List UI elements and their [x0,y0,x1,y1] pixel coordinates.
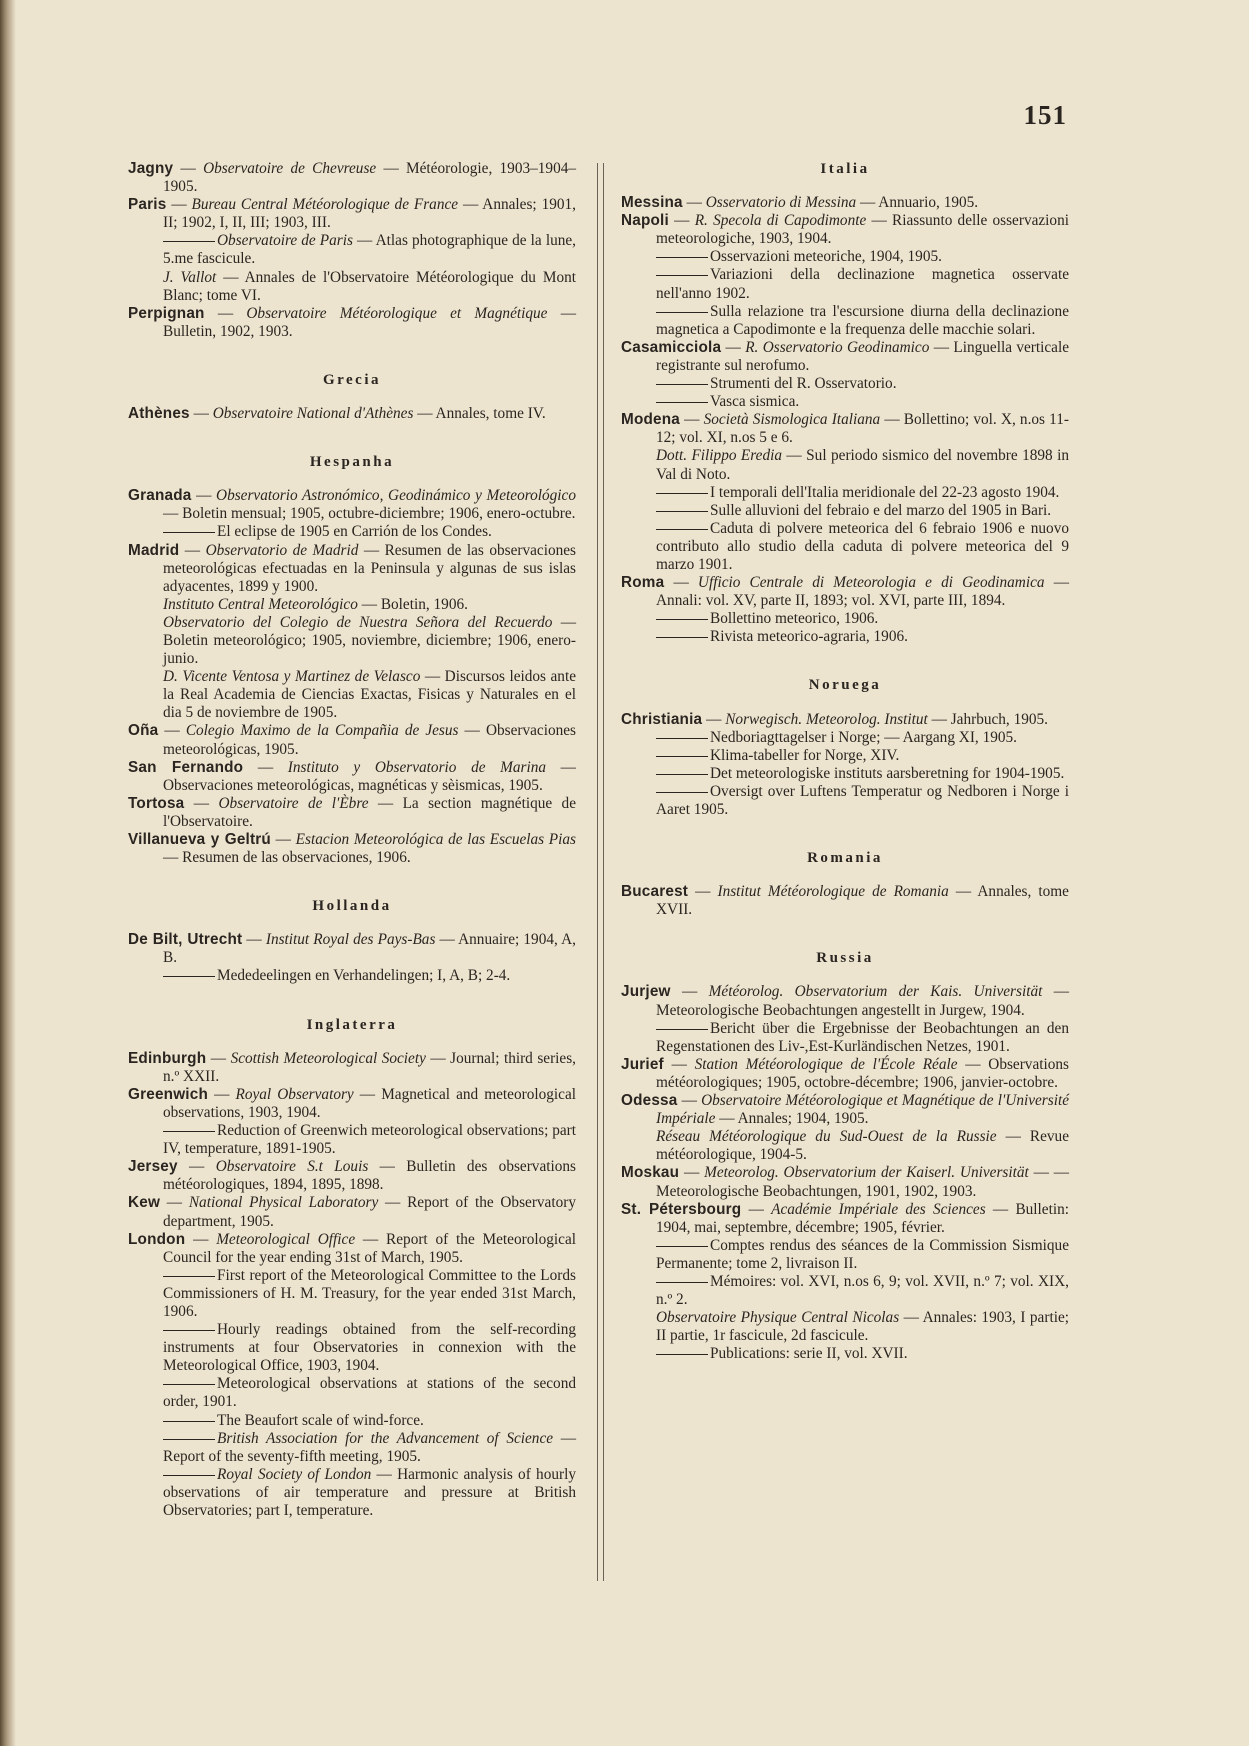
ditto-dash [656,756,708,757]
continuation-entry [621,1020,1069,1056]
institution-name: Observatoire S.t Louis [215,1158,369,1176]
publication-text: Revue météorologique, 1904-5. [656,1128,1069,1164]
place-name: Odessa [621,1092,678,1110]
publication-text: Météorologie, 1903–1904–1905. [163,160,577,196]
institution-name: Scottish Meteorological Society [230,1049,426,1067]
spacer [128,423,576,453]
institution-name: Dott. Filippo Eredia [656,447,782,465]
institution-name: R. Osservatorio Geodinamico [745,338,930,356]
column-divider [597,163,604,1581]
ditto-dash [163,1131,215,1132]
institution-name: Observatoire de l'Èbre [218,794,369,812]
institution-name: Ufficio Centrale di Meteorologia e di Geodinamica [697,574,1045,592]
continuation-entry [621,393,1069,411]
spacer [128,389,576,405]
ditto-dash [163,1330,215,1331]
publication-text: El eclipse de 1905 en Carrión de los Condes. [217,523,492,541]
country-heading: Romania [807,850,883,867]
place-name: Tortosa [128,794,185,812]
continuation-entry [621,502,1069,520]
continuation-entry [621,303,1069,339]
bibliography-entry: Perpignan — Observatoire Météorologique et Magnétique — Bulletin, 1902, 1903. [128,304,576,340]
continuation-entry [621,375,1069,393]
institution-name: Observatoire de Paris [217,232,353,250]
publication-text: Hourly readings obtained from the self-recording instruments at four Observatories in connexion with the Meteorological Office, 1903, 1904. [163,1321,576,1375]
spacer [621,919,1069,949]
bibliography-entry: Granada — Observatorio Astronómico, Geodinámico y Meteorológico — Boletin mensual; 1905, octubre-diciembre; 1906, enero-octubre. [128,487,576,523]
publication-text: Bulletin, 1902, 1903. [163,322,293,340]
institution-name: Observatoire de Chevreuse [203,160,377,177]
spacer [621,867,1069,883]
publication-text: Bollettino; vol. X, n.os 11-12; vol. XI, n.os 5 e 6. [656,411,1069,447]
publication-text: Jahrbuch, 1905. [950,710,1048,728]
publication-text: Resumen de las observaciones, 1906. [182,849,411,867]
ditto-dash [656,1246,708,1247]
publication-text: Reduction of Greenwich meteorological observations; part IV, temperature, 1891-1905. [163,1122,576,1158]
continuation-entry: Observatoire de Paris — Atlas photographique de la lune, 5.me fascicule. [163,232,576,268]
publication-text: Bollettino meteorico, 1906. [710,610,879,628]
country-heading: Inglaterra [306,1016,398,1033]
publication-text: Bericht über die Ergebnisse der Beobachtungen an den Regenstationen des Liv-,Est-Kurländischen Netzes, 1901. [656,1019,1069,1055]
continuation-entry [621,266,1069,302]
spacer [621,967,1069,983]
institution-name: Observatorio Astronómico, Geodinámico y Meteorológico [216,487,576,505]
continuation-entry: British Association for the Advancement of Science — Report of the seventy-fifth meeting, 1905. [163,1429,576,1465]
ditto-dash [656,493,708,494]
continuation-entry [621,484,1069,502]
ditto-dash [163,1439,215,1440]
institution-name: Royal Observatory [235,1085,354,1103]
ditto-dash [656,384,708,385]
publication-text: Annuario, 1905. [878,194,979,212]
publication-text: Observations météorologiques; 1905, octobre-décembre; 1906, janvier-octobre. [656,1055,1069,1091]
sub-entry: Observatorio del Colegio de Nuestra Señora del Recuerdo — Boletin meteorológico; 1905, noviembre, diciembre; 1906, enero-junio. [163,613,576,668]
publication-text: Resumen de las observaciones meteorológicas efectuadas en la Peninsula y algunas de sus islas adyacentes, 1899 y 1900. [163,541,576,595]
publication-text: Caduta di polvere meteorica del 6 febraio 1906 e nuovo contributo allo studio della caduta di polvere meteorica del 9 marzo 1901. [656,519,1069,573]
place-name: Greenwich [128,1085,209,1103]
bibliography-entry: Casamicciola — R. Osservatorio Geodinamico — Linguella verticale registrante sul nerofumo. [621,338,1069,374]
place-name: Perpignan [128,304,205,322]
bibliography-entry: Greenwich — Royal Observatory — Magnetical and meteorological observations, 1903, 1904. [128,1085,576,1121]
bibliography-entry: San Fernando — Instituto y Observatorio de Marina — Observaciones meteorológicas, magnéticas y sèismicas, 1905. [128,758,576,794]
publication-text: First report of the Meteorological Committee to the Lords Commissioners of H. M. Treasury, for the year ended 31st March, 1906. [163,1266,576,1320]
institution-name: Observatoire Physique Central Nicolas [656,1309,900,1327]
continuation-entry [621,747,1069,765]
sub-entry: Instituto Central Meteorológico — Boletin, 1906. [163,595,468,613]
ditto-dash [656,275,708,276]
place-name: Athènes [128,405,190,423]
publication-text: Meteorological observations at stations of the second order, 1901. [163,1375,576,1411]
bibliography-entry: Oña — Colegio Maximo de la Compañia de Jesus — Observaciones meteorológicas, 1905. [128,722,576,758]
bibliography-entry: London — Meteorological Office — Report of the Meteorological Council for the year ending 31st of March, 1905. [128,1230,576,1266]
publication-text: Observaciones meteorológicas, magnéticas y sèismicas, 1905. [163,776,543,794]
institution-name: Bureau Central Météorologique de France [191,196,459,214]
place-name: St. Pétersbourg [621,1200,742,1218]
institution-name: J. Vallot [163,268,217,286]
bibliography-entry: Villanueva y Geltrú — Estacion Meteorológica de las Escuelas Pias — Resumen de las observaciones, 1906. [128,831,576,867]
publication-text: Annales; 1904, 1905. [737,1110,869,1128]
publication-text: Comptes rendus des séances de la Commission Sismique Permanente; tome 2, livraison II. [656,1236,1069,1272]
sub-entry: Dott. Filippo Eredia — Sul periodo sismico del novembre 1898 in Val di Noto. [656,447,1069,483]
bibliography-entry: Roma — Ufficio Centrale di Meteorologia e di Geodinamica — Annali: vol. XV, parte II, 1893; vol. XVI, parte III, 1894. [621,574,1069,610]
publication-text: Publications: serie II, vol. XVII. [710,1345,908,1363]
bibliography-entry: Moskau — Meteorolog. Observatorium der Kaiserl. Universität — — Meteorologische Beobachtungen, 1901, 1902, 1903. [621,1164,1069,1200]
continuation-entry [621,520,1069,574]
publication-text: Report of the seventy-fifth meeting, 1905. [163,1447,421,1465]
institution-name: National Physical Laboratory [188,1194,379,1212]
place-name: Oña [128,722,159,740]
ditto-dash [163,1421,215,1422]
institution-name: Institut Météorologique de Romania [717,883,949,901]
publication-text: Rivista meteorico-agraria, 1906. [710,628,908,646]
continuation-entry [128,523,576,541]
place-name: London [128,1230,186,1248]
publication-text: Annali: vol. XV, parte II, 1893; vol. XVI, parte III, 1894. [656,592,1006,610]
publication-text: Magnetical and meteorological observations, 1903, 1904. [163,1085,576,1121]
publication-text: Riassunto delle osservazioni meteorologiche, 1903, 1904. [656,212,1069,248]
bibliography-entry: Tortosa — Observatoire de l'Èbre — La section magnétique de l'Observatoire. [128,794,576,830]
spacer [621,646,1069,676]
place-name: Roma [621,574,665,592]
bibliography-entry: Jurjew — Météorolog. Observatorium der Kais. Universität — Meteorologische Beobachtungen angestellt in Jurgew, 1904. [621,983,1069,1019]
institution-name: Institut Royal des Pays-Bas [265,931,436,949]
publication-text: Det meteorologiske instituts aarsberetning for 1904-1905. [710,764,1065,782]
institution-name: Norwegisch. Meteorolog. Institut [725,710,928,728]
ditto-dash [656,257,708,258]
continuation-entry [621,1237,1069,1273]
ditto-dash [163,241,215,242]
place-name: Christiania [621,710,703,728]
continuation-entry [128,1267,576,1321]
place-name: Granada [128,487,192,505]
continuation-entry [128,1122,576,1158]
place-name: Jurief [621,1055,664,1073]
publication-text: Observaciones meteorológicas, 1905. [163,722,576,758]
publication-text: Vasca sismica. [710,393,800,411]
continuation-entry [621,628,1069,646]
place-name: Napoli [621,212,669,230]
publication-text: Nedboriagttagelser i Norge; — Aargang XI, 1905. [710,728,1017,746]
publication-text: Annales, tome IV. [435,405,546,423]
institution-name: Meteorolog. Observatorium der Kaiserl. Universität [704,1164,1029,1182]
publication-text: Meteorologische Beobachtungen angestellt in Jurgew, 1904. [656,1001,1025,1019]
continuation-entry [621,765,1069,783]
publication-text: Sulla relazione tra l'escursione diurna della declinazione magnetica a Capodimonte e la frequenza delle macchie solari. [656,302,1069,338]
place-name: Jurjew [621,983,671,1001]
publication-text: Harmonic analysis of hourly observations of air temperature and pressure at British Observatories; part I, temperature. [163,1465,576,1519]
place-name: San Fernando [128,758,244,776]
page-binding-edge [0,0,16,1746]
bibliography-entry: Christiania — Norwegisch. Meteorolog. Institut — Jahrbuch, 1905. [621,710,1048,728]
ditto-dash [163,1384,215,1385]
institution-name: Observatoire National d'Athènes [212,405,414,423]
publication-text: Strumenti del R. Osservatorio. [710,375,897,393]
publication-text: Bulletin: 1904, mai, septembre, décembre; 1905, février. [656,1200,1069,1236]
institution-name: Observatoire Météorologique et Magnétique [246,304,548,322]
publication-text: Linguella verticale registrante sul nerofumo. [656,338,1069,374]
bibliography-entry: Modena — Società Sismologica Italiana — Bollettino; vol. X, n.os 11-12; vol. XI, n.os 5 e 6. [621,411,1069,447]
spacer [621,819,1069,849]
ditto-dash [656,511,708,512]
spacer [128,915,576,931]
bibliography-entry: Messina — Osservatorio di Messina — Annuario, 1905. [621,194,979,212]
institution-name: Réseau Météorologique du Sud-Ouest de la Russie [656,1128,997,1146]
bibliography-entry: Paris — Bureau Central Météorologique de France — Annales; 1901, II; 1902, I, II, III; 1903, III. [128,196,576,232]
spacer [621,178,1069,194]
place-name: Kew [128,1194,161,1212]
country-heading: Hollanda [312,898,392,915]
ditto-dash [656,792,708,793]
institution-name: Osservatorio di Messina [705,194,857,212]
spacer [128,986,576,1016]
page-number: 151 [1023,100,1067,130]
spacer [128,1034,576,1050]
ditto-dash [656,529,708,530]
publication-text: Sul periodo sismico del novembre 1898 in Val di Noto. [656,447,1069,483]
bibliography-entry: Madrid — Observatorio de Madrid — Resumen de las observaciones meteorológicas efectuadas en la Peninsula y algunas de sus islas adyacentes, 1899 y 1900. [128,541,576,595]
publication-text: — Meteorologische Beobachtungen, 1901, 1902, 1903. [656,1164,1069,1200]
publication-text: Boletin mensual; 1905, octubre-diciembre; 1906, enero-octubre. [182,505,576,523]
publication-text: Sulle alluvioni del febraio e del marzo del 1905 in Bari. [710,501,1052,519]
bibliography-entry: Jagny — Observatoire de Chevreuse — Météorologie, 1903–1904–1905. [128,160,577,196]
left-column [128,160,576,1520]
institution-name: Estacion Meteorológica de las Escuelas Pias [295,831,576,848]
institution-name: Observatorio de Madrid [205,541,359,559]
publication-text: Mémoires: vol. XVI, n.os 6, 9; vol. XVII, n.º 7; vol. XIX, n.º 2. [656,1272,1069,1309]
publication-text: Discursos leidos ante la Real Academia de Ciencias Exactas, Fisicas y Naturales en el dia 5 de noviembre de 1905. [163,668,576,722]
place-name: Villanueva y Geltrú [128,831,271,848]
publication-text: The Beaufort scale of wind-force. [217,1411,424,1429]
ditto-dash [656,637,708,638]
continuation-entry [621,729,1069,747]
publication-text: Boletin meteorológico; 1905, noviembre, diciembre; 1906, enero-junio. [163,631,576,668]
ditto-dash [163,532,215,533]
publication-text: Annales: 1903, I partie; II partie, 1r fascicule, 2d fascicule. [656,1309,1069,1345]
country-heading: Noruega [808,677,882,694]
continuation-entry [621,610,1069,628]
institution-name: Observatorio del Colegio de Nuestra Señora del Recuerdo [163,613,553,631]
continuation-entry [621,783,1069,819]
institution-name: Colegio Maximo de la Compañia de Jesus [185,722,459,740]
institution-name: Meteorological Office [216,1230,356,1248]
institution-name: Station Météorologique de l'École Réale [694,1055,958,1073]
place-name: Casamicciola [621,338,722,356]
bibliography-entry: Kew — National Physical Laboratory — Report of the Observatory department, 1905. [128,1194,576,1230]
place-name: Paris [128,196,167,214]
place-name: De Bilt, Utrecht [128,931,243,949]
ditto-dash [163,1475,215,1476]
institution-name: Météorolog. Observatorium der Kais. Universität [708,983,1043,1001]
publication-text: Bulletin des observations météorologiques, 1894, 1895, 1898. [163,1158,576,1194]
continuation-entry [128,1412,576,1430]
place-name: Jersey [128,1158,178,1176]
spacer [128,867,576,897]
continuation-entry [621,1345,1069,1363]
publication-text: Annales; 1901, II; 1902, I, II, III; 1903, III. [163,196,576,232]
sub-entry: D. Vicente Ventosa y Martinez de Velasco — Discursos leidos ante la Real Academia de Ciencias Exactas, Fisicas y Naturales en el dia 5 de noviembre de 1905. [163,668,576,722]
institution-name: D. Vicente Ventosa y Martinez de Velasco [163,668,421,686]
sub-entry: J. Vallot — Annales de l'Observatoire Météorologique du Mont Blanc; tome VI. [163,268,576,304]
institution-name: Instituto Central Meteorológico [163,595,358,613]
ditto-dash [656,1354,708,1355]
publication-text: Annuaire; 1904, A, B. [163,931,576,967]
institution-name: Observatoire Météorologique et Magnétique de l'Université Impériale [656,1092,1069,1128]
publication-text: Boletin, 1906. [380,595,468,613]
place-name: Bucarest [621,883,689,901]
country-heading: Hespanha [309,454,395,471]
publication-text: Oversigt over Luftens Temperatur og Nedboren i Norge i Aaret 1905. [656,782,1069,818]
continuation-entry [621,248,1069,266]
country-heading: Grecia [322,371,382,388]
publication-text: Journal; third series, n.º XXII. [163,1049,576,1085]
place-name: Madrid [128,541,180,559]
place-name: Messina [621,194,683,212]
publication-text: Atlas photographique de la lune, 5.me fascicule. [163,232,576,268]
publication-text: Annales de l'Observatoire Météorologique du Mont Blanc; tome VI. [163,268,576,304]
ditto-dash [656,774,708,775]
right-column [621,160,1069,1363]
ditto-dash [656,312,708,313]
bibliography-entry: Napoli — R. Specola di Capodimonte — Riassunto delle osservazioni meteorologiche, 1903, 1904. [621,212,1069,248]
spacer [128,471,576,487]
bibliography-entry: Athènes — Observatoire National d'Athènes — Annales, tome IV. [128,405,546,423]
publication-text: I temporali dell'Italia meridionale del 22-23 agosto 1904. [710,483,1060,501]
place-name: Jagny [128,160,174,177]
institution-name: Società Sismologica Italiana [703,411,881,429]
publication-text: Variazioni della declinazione magnetica osservate nell'anno 1902. [656,266,1069,302]
bibliography-entry: Odessa — Observatoire Météorologique et Magnétique de l'Université Impériale — Annales; 1904, 1905. [621,1092,1069,1128]
bibliography-entry: De Bilt, Utrecht — Institut Royal des Pays-Bas — Annuaire; 1904, A, B. [128,931,576,967]
institution-name: Académie Impériale des Sciences [771,1200,986,1218]
publication-text: Mededeelingen en Verhandelingen; I, A, B; 2-4. [217,967,511,985]
institution-name: Royal Society of London [217,1465,372,1483]
ditto-dash [656,619,708,620]
publication-text: Annales, tome XVII. [656,883,1069,919]
ditto-dash [163,1276,215,1277]
publication-text: La section magnétique de l'Observatoire. [163,794,576,830]
continuation-entry [128,967,576,985]
bibliography-entry: St. Pétersbourg — Académie Impériale des Sciences — Bulletin: 1904, mai, septembre, décembre; 1905, février. [621,1200,1069,1236]
spacer [621,695,1069,711]
continuation-entry [128,1321,576,1375]
continuation-entry: Royal Society of London — Harmonic analysis of hourly observations of air temperature and pressure at British Observatories; part I, temperature. [163,1465,576,1519]
ditto-dash [163,976,215,977]
bibliography-entry: Bucarest — Institut Météorologique de Romania — Annales, tome XVII. [621,883,1069,919]
sub-entry: Réseau Météorologique du Sud-Ouest de la Russie — Revue météorologique, 1904-5. [656,1128,1069,1164]
spacer [128,341,576,371]
bibliography-entry: Edinburgh — Scottish Meteorological Society — Journal; third series, n.º XXII. [128,1049,576,1085]
ditto-dash [656,1029,708,1030]
continuation-entry [128,1375,576,1411]
country-heading: Russia [816,950,874,967]
publication-text: Klima-tabeller for Norge, XIV. [710,746,900,764]
ditto-dash [656,738,708,739]
place-name: Moskau [621,1164,680,1182]
publication-text: Report of the Observatory department, 1905. [163,1194,576,1230]
country-heading: Italia [820,161,870,177]
institution-name: British Association for the Advancement of Science [217,1429,554,1447]
bibliography-entry: Jurief — Station Météorologique de l'École Réale — Observations météorologiques; 1905, octobre-décembre; 1906, janvier-octobre. [621,1055,1069,1091]
institution-name: R. Specola di Capodimonte [694,212,867,230]
publication-text: Osservazioni meteoriche, 1904, 1905. [710,248,942,266]
institution-name: Instituto y Observatorio de Marina [287,758,547,776]
sub-entry: Observatoire Physique Central Nicolas — Annales: 1903, I partie; II partie, 1r fascicule, 2d fascicule. [656,1309,1069,1345]
place-name: Edinburgh [128,1049,207,1067]
place-name: Modena [621,411,680,429]
ditto-dash [656,402,708,403]
bibliography-entry: Jersey — Observatoire S.t Louis — Bulletin des observations météorologiques, 1894, 1895, 1898. [128,1158,576,1194]
ditto-dash [656,1282,708,1283]
continuation-entry [621,1273,1069,1309]
publication-text: Report of the Meteorological Council for the year ending 31st of March, 1905. [163,1230,576,1266]
